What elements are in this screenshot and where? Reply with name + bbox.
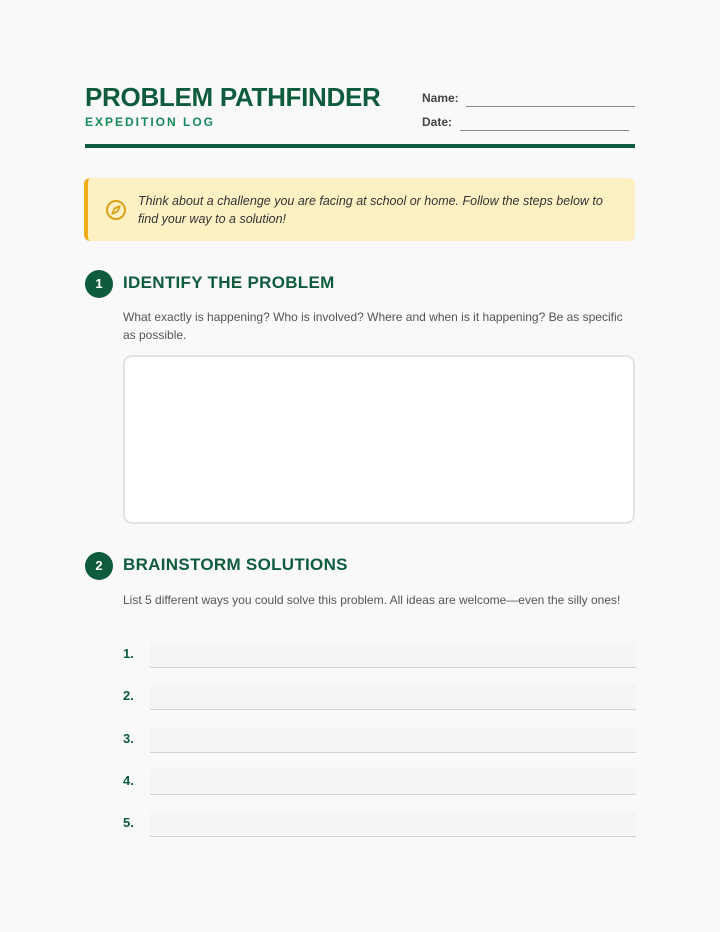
solution-row — [123, 642, 636, 668]
solution-input-line[interactable] — [150, 811, 636, 837]
page-subtitle: EXPEDITION LOG — [85, 115, 216, 129]
solution-number: 4. — [123, 773, 134, 788]
name-label: Name: — [422, 91, 459, 105]
step-description: List 5 different ways you could solve this problem. All ideas are welcome—even the silly ones! — [123, 593, 621, 607]
solution-row — [123, 684, 636, 710]
solution-number: 1. — [123, 646, 134, 661]
solution-row — [123, 727, 636, 753]
problem-answer-box[interactable] — [123, 355, 635, 524]
callout-text: Think about a challenge you are facing at school or home. Follow the steps below to find your way to a solution! — [138, 194, 603, 226]
instructions-callout — [84, 178, 635, 241]
name-field[interactable] — [466, 106, 635, 107]
step-number-badge: 1 — [85, 270, 113, 298]
solution-input-line[interactable] — [150, 727, 636, 753]
solution-input-line[interactable] — [150, 769, 636, 795]
date-field[interactable] — [460, 130, 629, 131]
solution-number: 5. — [123, 815, 134, 830]
solution-input-line[interactable] — [150, 642, 636, 668]
step-number-badge: 2 — [85, 552, 113, 580]
step-description: What exactly is happening? Who is involved? Where and when is it happening? Be as specific as possible. — [123, 310, 623, 342]
solution-number: 2. — [123, 688, 134, 703]
step-title: IDENTIFY THE PROBLEM — [123, 273, 335, 292]
solution-row — [123, 811, 636, 837]
worksheet-header — [85, 80, 635, 148]
step-title: BRAINSTORM SOLUTIONS — [123, 555, 348, 574]
solution-row — [123, 769, 636, 795]
solution-input-line[interactable] — [150, 684, 636, 710]
compass-icon — [105, 199, 127, 221]
date-label: Date: — [422, 115, 453, 129]
page-title: PROBLEM PATHFINDER — [85, 82, 381, 112]
solution-number: 3. — [123, 731, 134, 746]
